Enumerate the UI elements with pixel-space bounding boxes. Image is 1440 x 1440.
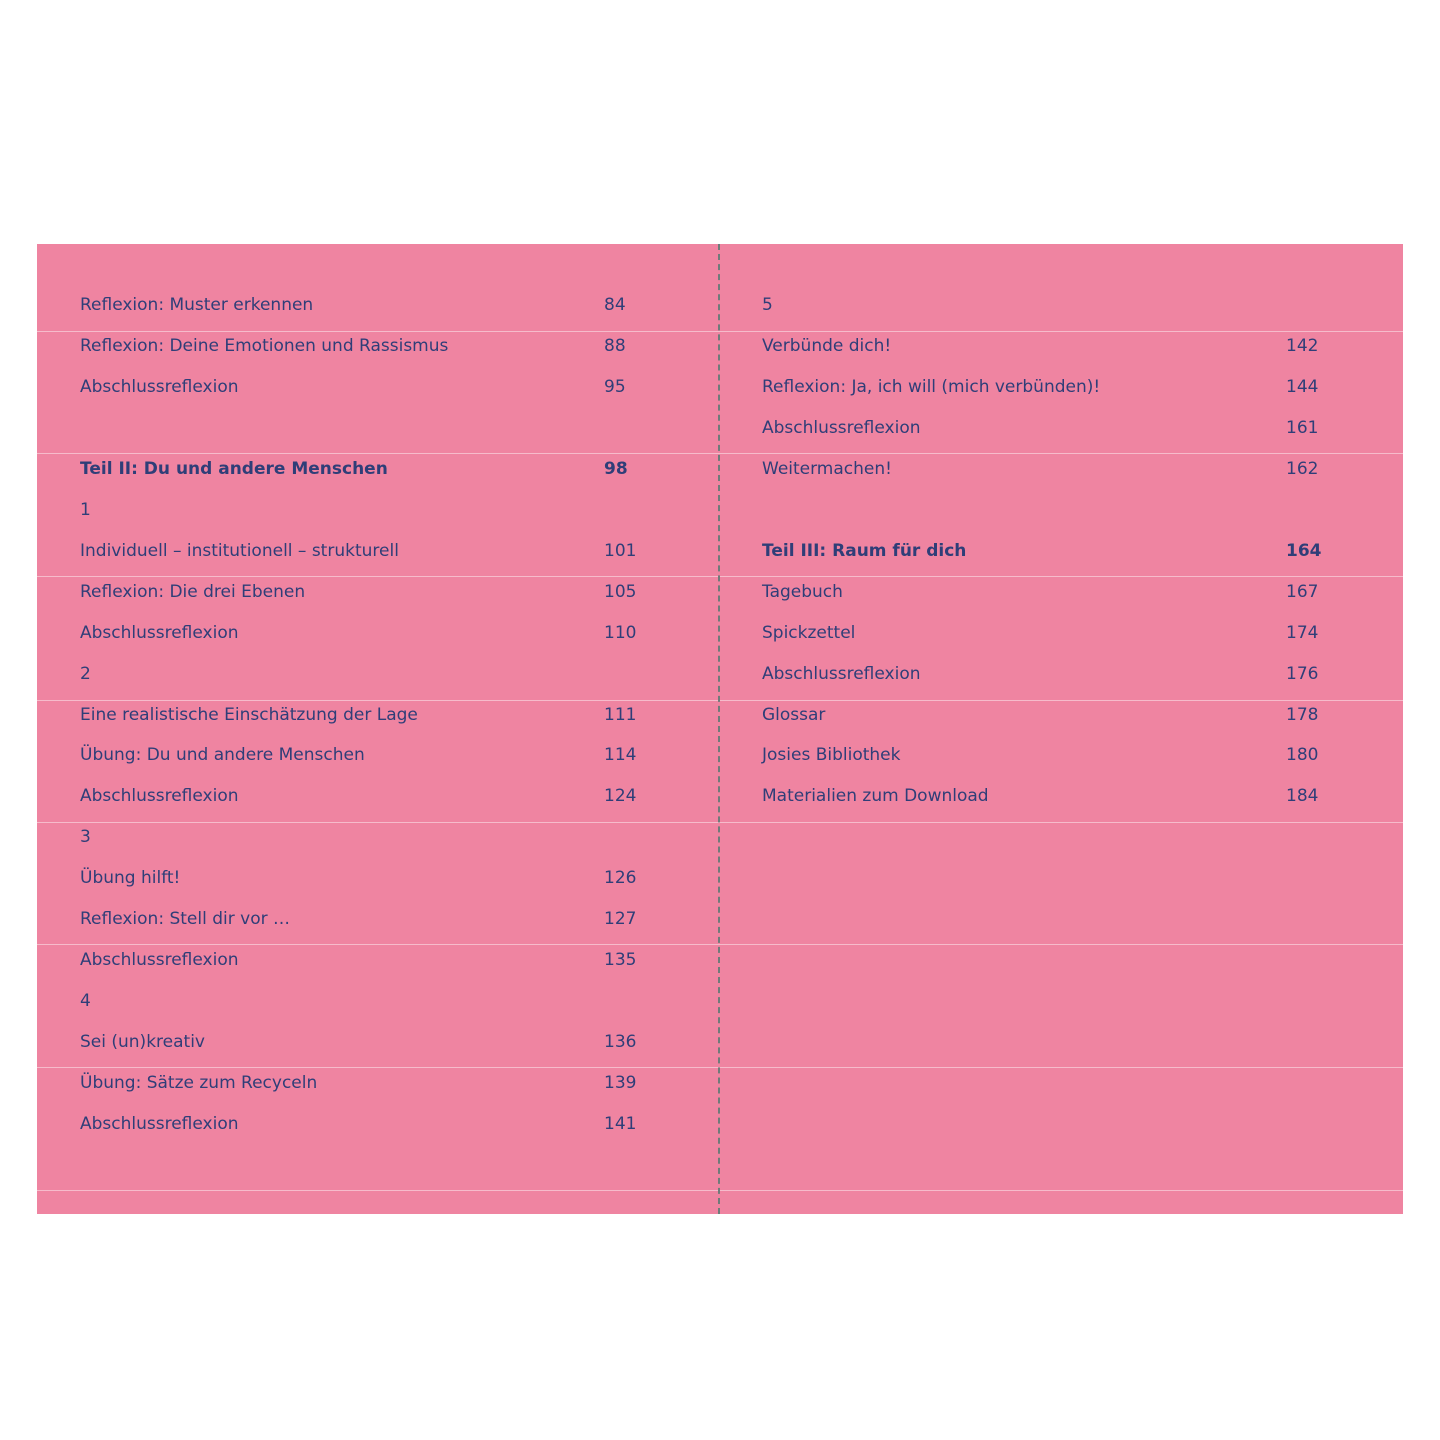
toc-entry-title: Abschlussreflexion [80,622,239,643]
toc-entry [80,940,680,980]
toc-entry-page-number: 110 [604,622,637,643]
toc-entry [80,1063,680,1103]
toc-entry-title: Reflexion: Deine Emotionen und Rassismus [80,335,449,356]
toc-entry-title: Abschlussreflexion [80,786,239,807]
toc-entry-page-number: 139 [604,1073,637,1094]
toc-entry [762,408,1362,448]
toc-entry-title: Sei (un)kreativ [80,1032,205,1053]
toc-entry-title: Übung: Du und andere Menschen [80,745,365,766]
toc-entry-page-number: 162 [1286,458,1319,479]
toc-entry [80,490,680,530]
toc-entry-title: 5 [762,295,773,315]
toc-entry-page-number: 142 [1286,335,1319,356]
book-spread [37,244,1403,1214]
toc-entry [762,654,1362,694]
toc-entry-title: Reflexion: Ja, ich will (mich verbünden)! [762,376,1101,397]
toc-entry-title: 3 [80,827,91,848]
toc-entry-title: Abschlussreflexion [762,663,921,684]
toc-entry-page-number: 95 [604,376,626,397]
toc-entry-page-number: 124 [604,786,637,807]
toc-entry-page-number: 176 [1286,663,1319,684]
toc-entry-page-number: 84 [604,295,626,315]
toc-entry [762,367,1362,407]
toc-entry-title: Teil III: Raum für dich [762,540,967,561]
toc-entry [762,490,1362,530]
toc-entry-title: Übung hilft! [80,868,181,889]
toc-entry [80,613,680,653]
toc-entry-page-number: 105 [604,581,637,602]
toc-entry-page-number: 178 [1286,704,1319,725]
toc-entry-page-number: 114 [604,745,637,766]
toc-entry [762,613,1362,653]
toc-entry-page-number: 111 [604,704,637,725]
toc-entry [762,735,1362,775]
toc-entry [80,367,680,407]
toc-entry-title: Glossar [762,704,826,725]
toc-entry [80,1104,680,1144]
toc-entry-title: 1 [80,499,91,520]
toc-entry-page-number: 164 [1286,540,1322,561]
left-page-toc [37,244,718,1214]
right-page-toc [720,244,1403,1214]
toc-entry [80,776,680,816]
toc-entry [80,899,680,939]
toc-entry-page-number: 135 [604,950,637,971]
toc-entry [80,981,680,1021]
toc-entry-page-number: 144 [1286,376,1319,397]
toc-entry-title: 2 [80,663,91,684]
toc-entry-title: Individuell – institutionell – strukturell [80,540,399,561]
toc-entry [80,695,680,735]
toc-entry-page-number: 98 [604,458,628,479]
toc-entry-title: Josies Bibliothek [762,745,901,766]
toc-entry-title: Reflexion: Die drei Ebenen [80,581,306,602]
toc-entry [762,531,1362,571]
toc-entry-page-number: 161 [1286,417,1319,438]
toc-entry [80,449,680,489]
toc-entry-title: Abschlussreflexion [80,950,239,971]
toc-entry [762,285,1362,325]
toc-entry [80,654,680,694]
toc-entry-page-number: 174 [1286,622,1319,643]
toc-entry-title: Übung: Sätze zum Recyceln [80,1073,318,1094]
toc-entry [80,531,680,571]
toc-entry-title: Materialien zum Download [762,786,989,807]
toc-entry-page-number: 141 [604,1114,637,1134]
toc-entry-page-number: 126 [604,868,637,889]
toc-entry-page-number: 136 [604,1032,637,1053]
toc-entry [762,326,1362,366]
toc-entry-title: Reflexion: Muster erkennen [80,295,314,315]
toc-entry-title: Abschlussreflexion [80,1114,239,1134]
toc-entry-title: Abschlussreflexion [80,376,239,397]
toc-entry-title: Reflexion: Stell dir vor … [80,909,290,930]
toc-entry-title: Eine realistische Einschätzung der Lage [80,704,418,725]
toc-entry-page-number: 167 [1286,581,1319,602]
toc-entry [80,285,680,325]
toc-entry-page-number: 127 [604,909,637,930]
toc-entry-title: Weitermachen! [762,458,892,479]
toc-entry [80,735,680,775]
toc-entry-page-number: 101 [604,540,637,561]
toc-entry-title: Abschlussreflexion [762,417,921,438]
toc-entry-title: Verbünde dich! [762,335,892,356]
toc-entry [762,572,1362,612]
toc-entry [80,1022,680,1062]
toc-entry-page-number: 184 [1286,786,1319,807]
toc-entry-title: Tagebuch [762,581,843,602]
toc-entry-page-number: 88 [604,335,626,356]
toc-entry [762,695,1362,735]
toc-entry-page-number: 180 [1286,745,1319,766]
toc-entry [80,326,680,366]
toc-entry-title: 4 [80,991,91,1012]
toc-entry [80,858,680,898]
toc-entry [762,449,1362,489]
toc-entry [80,817,680,857]
toc-entry-title: Teil II: Du und andere Menschen [80,458,388,479]
toc-entry [762,776,1362,816]
toc-entry [80,408,680,448]
toc-entry [80,572,680,612]
toc-entry-title: Spickzettel [762,622,856,643]
